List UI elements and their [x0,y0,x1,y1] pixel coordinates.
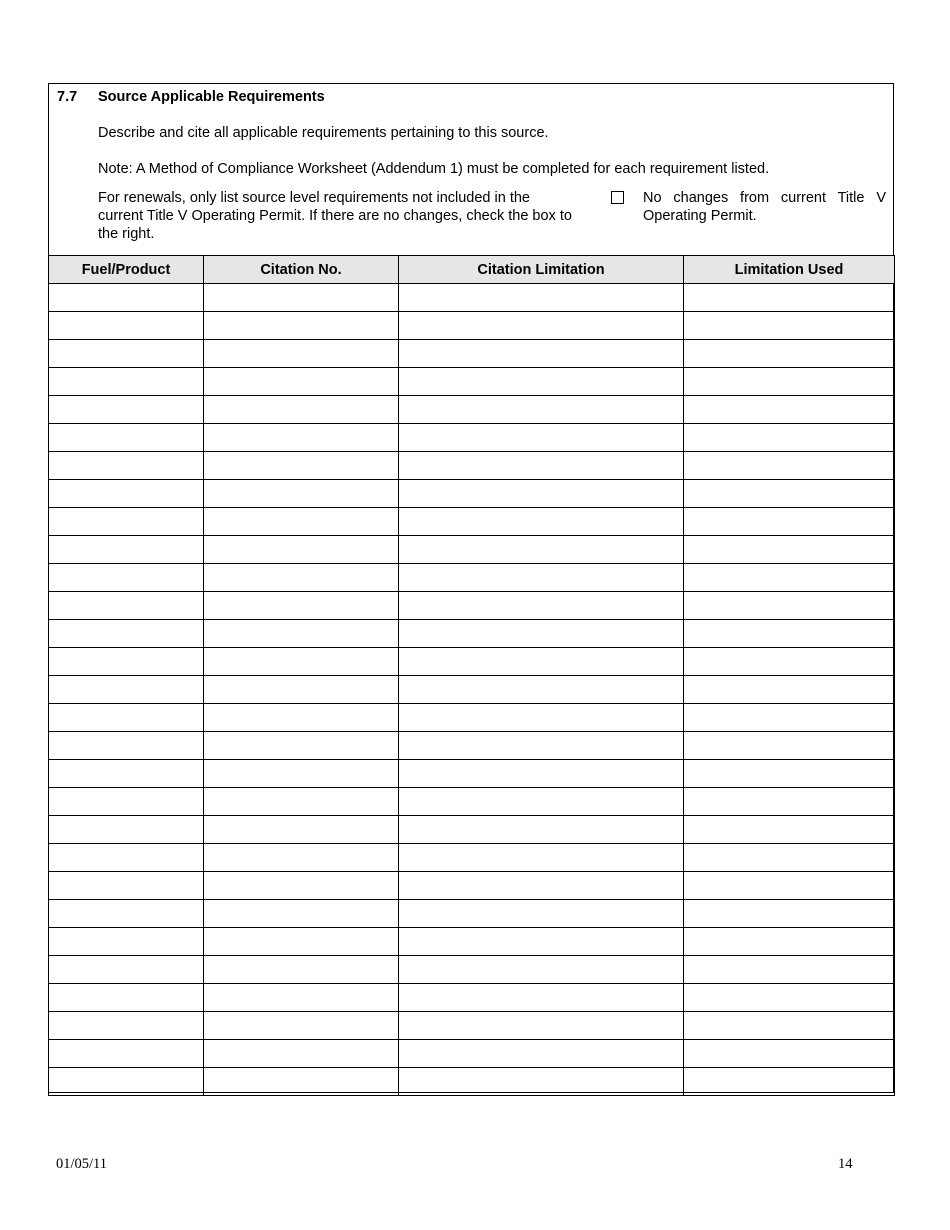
cell-limitation-used[interactable] [684,536,895,564]
section-note: Note: A Method of Compliance Worksheet (Addendum 1) must be completed for each requirement listed. [98,161,770,177]
section-description: Describe and cite all applicable requirements pertaining to this source. [98,125,549,141]
cell-fuel-product[interactable] [49,452,204,480]
cell-citation-limitation[interactable] [399,704,684,732]
table-row [49,956,895,984]
no-changes-label: No changes from current Title V Operating Permit. [643,190,886,224]
table-row [49,816,895,844]
cell-citation-limitation[interactable] [399,564,684,592]
cell-citation-no[interactable] [204,872,399,900]
cell-citation-no[interactable] [204,648,399,676]
table-header-row [49,256,895,284]
cell-limitation-used[interactable] [684,704,895,732]
cell-fuel-product[interactable] [49,956,204,984]
cell-citation-no[interactable] [204,1012,399,1040]
table-body [49,284,895,1096]
cell-limitation-used[interactable] [684,340,895,368]
table-row [49,368,895,396]
cell-limitation-used[interactable] [684,816,895,844]
cell-citation-limitation[interactable] [399,480,684,508]
cell-fuel-product[interactable] [49,788,204,816]
cell-citation-no[interactable] [204,816,399,844]
cell-limitation-used[interactable] [684,1012,895,1040]
table-row [49,592,895,620]
cell-citation-no[interactable] [204,956,399,984]
cell-limitation-used[interactable] [684,984,895,1012]
cell-citation-no[interactable] [204,788,399,816]
table-row [49,396,895,424]
cell-fuel-product[interactable] [49,872,204,900]
cell-citation-no[interactable] [204,676,399,704]
cell-fuel-product[interactable] [49,340,204,368]
table-row [49,340,895,368]
table-row [49,788,895,816]
renewal-instruction: For renewals, only list source level requirements not included in the current Title V Operating Permit. If there are no changes, check the box to the right. [98,190,572,242]
cell-citation-limitation[interactable] [399,284,684,312]
cell-citation-no[interactable] [204,312,399,340]
table-row [49,704,895,732]
table-row [49,844,895,872]
cell-fuel-product[interactable] [49,984,204,1012]
section-title: Source Applicable Requirements [98,89,325,105]
form-section-box [48,83,894,1093]
table-row [49,676,895,704]
cell-citation-no[interactable] [204,732,399,760]
cell-citation-no[interactable] [204,592,399,620]
table-row [49,648,895,676]
cell-limitation-used[interactable] [684,1068,895,1096]
cell-citation-limitation[interactable] [399,788,684,816]
table-row [49,284,895,312]
cell-limitation-used[interactable] [684,452,895,480]
cell-limitation-used[interactable] [684,732,895,760]
table-row [49,480,895,508]
cell-citation-limitation[interactable] [399,648,684,676]
cell-citation-limitation[interactable] [399,1012,684,1040]
cell-citation-limitation[interactable] [399,984,684,1012]
table-row [49,564,895,592]
cell-limitation-used[interactable] [684,648,895,676]
cell-citation-limitation[interactable] [399,1040,684,1068]
cell-fuel-product[interactable] [49,536,204,564]
cell-citation-no[interactable] [204,508,399,536]
table-row [49,984,895,1012]
cell-fuel-product[interactable] [49,312,204,340]
cell-citation-limitation[interactable] [399,592,684,620]
cell-citation-no[interactable] [204,1068,399,1096]
cell-limitation-used[interactable] [684,788,895,816]
cell-citation-limitation[interactable] [399,312,684,340]
cell-limitation-used[interactable] [684,564,895,592]
cell-fuel-product[interactable] [49,648,204,676]
cell-citation-limitation[interactable] [399,508,684,536]
cell-citation-limitation[interactable] [399,844,684,872]
cell-fuel-product[interactable] [49,508,204,536]
cell-citation-limitation[interactable] [399,620,684,648]
cell-citation-no[interactable] [204,424,399,452]
cell-limitation-used[interactable] [684,760,895,788]
table-row [49,1040,895,1068]
cell-fuel-product[interactable] [49,816,204,844]
cell-citation-limitation[interactable] [399,676,684,704]
section-header [57,89,325,105]
cell-fuel-product[interactable] [49,900,204,928]
table-row [49,536,895,564]
cell-citation-limitation[interactable] [399,452,684,480]
cell-fuel-product[interactable] [49,424,204,452]
cell-limitation-used[interactable] [684,396,895,424]
cell-fuel-product[interactable] [49,1040,204,1068]
section-number: 7.7 [57,89,78,105]
table-row [49,1068,895,1096]
cell-limitation-used[interactable] [684,956,895,984]
table-row [49,928,895,956]
cell-fuel-product[interactable] [49,480,204,508]
cell-citation-no[interactable] [204,620,399,648]
cell-citation-no[interactable] [204,396,399,424]
cell-citation-limitation[interactable] [399,340,684,368]
cell-fuel-product[interactable] [49,760,204,788]
cell-limitation-used[interactable] [684,676,895,704]
cell-limitation-used[interactable] [684,284,895,312]
requirements-table [48,255,895,1096]
table-row [49,508,895,536]
cell-fuel-product[interactable] [49,1012,204,1040]
cell-citation-limitation[interactable] [399,956,684,984]
cell-citation-no[interactable] [204,340,399,368]
cell-citation-no[interactable] [204,452,399,480]
cell-citation-no[interactable] [204,536,399,564]
cell-citation-no[interactable] [204,284,399,312]
table-row [49,900,895,928]
cell-limitation-used[interactable] [684,592,895,620]
cell-fuel-product[interactable] [49,396,204,424]
cell-limitation-used[interactable] [684,480,895,508]
cell-citation-limitation[interactable] [399,396,684,424]
cell-fuel-product[interactable] [49,844,204,872]
column-header-citation-limitation: Citation Limitation [399,256,684,284]
cell-fuel-product[interactable] [49,368,204,396]
table-row [49,620,895,648]
cell-citation-limitation[interactable] [399,424,684,452]
table-row [49,424,895,452]
cell-limitation-used[interactable] [684,620,895,648]
cell-limitation-used[interactable] [684,312,895,340]
cell-citation-no[interactable] [204,1040,399,1068]
table-row [49,872,895,900]
cell-citation-limitation[interactable] [399,536,684,564]
cell-fuel-product[interactable] [49,564,204,592]
cell-limitation-used[interactable] [684,508,895,536]
cell-fuel-product[interactable] [49,928,204,956]
column-header-fuel-product: Fuel/Product [49,256,204,284]
cell-citation-limitation[interactable] [399,368,684,396]
cell-citation-no[interactable] [204,844,399,872]
table-row [49,452,895,480]
cell-citation-no[interactable] [204,480,399,508]
cell-fuel-product[interactable] [49,1068,204,1096]
cell-citation-no[interactable] [204,760,399,788]
column-header-limitation-used: Limitation Used [684,256,895,284]
cell-fuel-product[interactable] [49,676,204,704]
table-row [49,312,895,340]
cell-citation-limitation[interactable] [399,816,684,844]
cell-citation-no[interactable] [204,984,399,1012]
cell-limitation-used[interactable] [684,872,895,900]
cell-limitation-used[interactable] [684,844,895,872]
cell-citation-no[interactable] [204,900,399,928]
cell-citation-limitation[interactable] [399,732,684,760]
cell-citation-limitation[interactable] [399,760,684,788]
cell-fuel-product[interactable] [49,704,204,732]
column-header-citation-no: Citation No. [204,256,399,284]
table-row [49,732,895,760]
cell-limitation-used[interactable] [684,368,895,396]
no-changes-checkbox[interactable] [611,191,624,204]
cell-citation-no[interactable] [204,564,399,592]
footer-page-number: 14 [838,1156,853,1172]
cell-limitation-used[interactable] [684,1040,895,1068]
cell-citation-no[interactable] [204,368,399,396]
cell-citation-no[interactable] [204,928,399,956]
footer-date: 01/05/11 [56,1156,108,1172]
cell-limitation-used[interactable] [684,900,895,928]
table-row [49,760,895,788]
cell-fuel-product[interactable] [49,620,204,648]
cell-fuel-product[interactable] [49,284,204,312]
cell-fuel-product[interactable] [49,732,204,760]
cell-citation-limitation[interactable] [399,900,684,928]
cell-fuel-product[interactable] [49,592,204,620]
table-row [49,1012,895,1040]
cell-citation-limitation[interactable] [399,928,684,956]
cell-limitation-used[interactable] [684,424,895,452]
cell-limitation-used[interactable] [684,928,895,956]
cell-citation-limitation[interactable] [399,872,684,900]
cell-citation-no[interactable] [204,704,399,732]
cell-citation-limitation[interactable] [399,1068,684,1096]
